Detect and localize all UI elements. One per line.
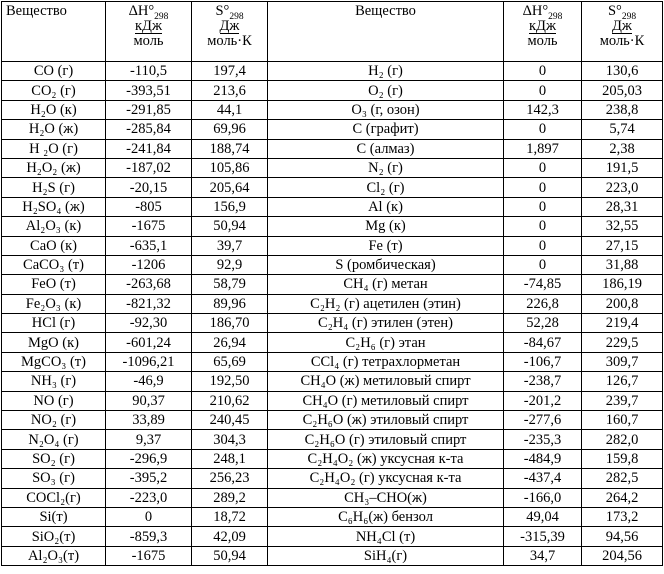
enthalpy-left-cell: -296,9 [106,449,192,468]
enthalpy-subscript: 298 [154,11,169,22]
substance-left-cell: CO (г) [2,62,106,81]
entropy-left-cell: 205,64 [192,178,268,197]
substance-left-cell: H₂O (ж) [2,120,106,139]
header-substance-left: Вещество [2,2,106,62]
enthalpy-left-cell: -1675 [106,546,192,565]
substance-left-cell: MgCO₃ (т) [2,352,106,371]
header-entropy-right [582,2,663,62]
header-enthalpy-right [504,2,582,62]
table-row [2,197,663,216]
table-row [2,449,663,468]
substance-left-cell: H₂S (г) [2,178,106,197]
entropy-right-cell: 159,8 [582,449,663,468]
substance-right-cell: CCl₄ (г) тетрахлорметан [268,352,504,371]
table-row [2,488,663,507]
entropy-right-cell: 229,5 [582,333,663,352]
entropy-left-cell: 58,79 [192,275,268,294]
entropy-right-cell: 191,5 [582,158,663,177]
enthalpy-subscript: 298 [548,11,563,22]
substance-right-cell: C₂H₄O₂ (г) уксусная к-та [268,469,504,488]
entropy-right-cell: 32,55 [582,217,663,236]
entropy-left-cell: 50,94 [192,546,268,565]
substance-left-cell: COCl₂(г) [2,488,106,507]
entropy-right-cell: 223,0 [582,178,663,197]
entropy-left-cell: 188,74 [192,139,268,158]
table-row [2,81,663,100]
substance-right-cell: H₂ (г) [268,62,504,81]
entropy-right-cell: 31,88 [582,255,663,274]
enthalpy-right-cell: 0 [504,178,582,197]
enthalpy-left-cell: -291,85 [106,100,192,119]
header-substance-right: Вещество [268,2,504,62]
enthalpy-right-cell: 0 [504,81,582,100]
enthalpy-right-cell: 0 [504,255,582,274]
enthalpy-right-cell: -315,39 [504,527,582,546]
entropy-left-cell: 39,7 [192,236,268,255]
substance-right-cell: C₂H₄O₂ (ж) уксусная к-та [268,449,504,468]
entropy-left-cell: 105,86 [192,158,268,177]
table-body [2,62,663,566]
enthalpy-right-cell: 142,3 [504,100,582,119]
table-row [2,100,663,119]
entropy-left-cell: 248,1 [192,449,268,468]
substance-left-cell: CaO (к) [2,236,106,255]
table-row [2,372,663,391]
entropy-subscript: 298 [621,11,637,22]
enthalpy-right-cell: -106,7 [504,352,582,371]
table-row [2,294,663,313]
substance-left-cell: NO₂ (г) [2,411,106,430]
entropy-right-cell: 239,7 [582,391,663,410]
entropy-left-cell: 240,45 [192,411,268,430]
enthalpy-left-cell: -859,3 [106,527,192,546]
substance-right-cell: C₆H₆(ж) бензол [268,507,504,526]
entropy-left-cell: 44,1 [192,100,268,119]
enthalpy-right-cell: -166,0 [504,488,582,507]
enthalpy-left-cell: -46,9 [106,372,192,391]
entropy-right-cell: 282,5 [582,469,663,488]
enthalpy-unit-numerator: кДж [529,18,556,34]
enthalpy-left-cell: -241,84 [106,139,192,158]
enthalpy-left-cell: -601,24 [106,333,192,352]
enthalpy-right-cell: 226,8 [504,294,582,313]
entropy-right-cell: 282,0 [582,430,663,449]
enthalpy-right-cell: -235,3 [504,430,582,449]
thermodynamic-data-table [1,1,663,566]
enthalpy-symbol: ΔH° [128,3,155,19]
enthalpy-right-cell: 0 [504,120,582,139]
substance-right-cell: C₂H₆O (ж) этиловый спирт [268,411,504,430]
substance-right-cell: C (алмаз) [268,139,504,158]
table-row [2,411,663,430]
enthalpy-left-cell: -1096,21 [106,352,192,371]
substance-left-cell: H ₂O (г) [2,139,106,158]
substance-left-cell: H₂SO₄ (ж) [2,197,106,216]
substance-right-cell: Al (к) [268,197,504,216]
enthalpy-right-cell: -74,85 [504,275,582,294]
entropy-right-cell: 2,38 [582,139,663,158]
table-row [2,62,663,81]
substance-right-cell: Mg (к) [268,217,504,236]
entropy-symbol: S° [607,3,622,19]
entropy-left-cell: 156,9 [192,197,268,216]
table-row [2,120,663,139]
table-row [2,391,663,410]
entropy-left-cell: 213,6 [192,81,268,100]
substance-right-cell: C₂H₆ (г) этан [268,333,504,352]
substance-left-cell: SO₃ (г) [2,469,106,488]
entropy-right-cell: 173,2 [582,507,663,526]
enthalpy-left-cell: -263,68 [106,275,192,294]
table-row [2,352,663,371]
entropy-right-cell: 160,7 [582,411,663,430]
entropy-left-cell: 186,70 [192,314,268,333]
enthalpy-left-cell: -285,84 [106,120,192,139]
enthalpy-right-cell: 0 [504,236,582,255]
entropy-right-cell: 94,56 [582,527,663,546]
entropy-right-cell: 204,56 [582,546,663,565]
substance-right-cell: Fe (т) [268,236,504,255]
substance-left-cell: NO (г) [2,391,106,410]
table-row [2,255,663,274]
enthalpy-right-cell: 0 [504,62,582,81]
substance-left-cell: Si(т) [2,507,106,526]
substance-left-cell: Al₂O₃ (к) [2,217,106,236]
entropy-left-cell: 65,69 [192,352,268,371]
enthalpy-left-cell: -1206 [106,255,192,274]
enthalpy-right-cell: -84,67 [504,333,582,352]
substance-right-cell: CH₃–CHO(ж) [268,488,504,507]
entropy-symbol: S° [215,3,230,19]
entropy-right-cell: 5,74 [582,120,663,139]
entropy-left-cell: 92,9 [192,255,268,274]
substance-left-cell: H₂O₂ (ж) [2,158,106,177]
substance-right-cell: N₂ (г) [268,158,504,177]
enthalpy-right-cell: -277,6 [504,411,582,430]
table-row [2,314,663,333]
substance-left-cell: FeO (т) [2,275,106,294]
table-row [2,430,663,449]
substance-right-cell: C₂H₆O (г) этиловый спирт [268,430,504,449]
table-row [2,236,663,255]
substance-right-cell: C₂H₄ (г) этилен (этен) [268,314,504,333]
entropy-left-cell: 69,96 [192,120,268,139]
header-row [2,2,663,62]
header-enthalpy-left [106,2,192,62]
entropy-left-cell: 42,09 [192,527,268,546]
substance-left-cell: CaCO₃ (т) [2,255,106,274]
entropy-right-cell: 264,2 [582,488,663,507]
entropy-unit-denominator: моль·К [207,33,252,49]
enthalpy-left-cell: -92,30 [106,314,192,333]
enthalpy-right-cell: 49,04 [504,507,582,526]
entropy-subscript: 298 [229,11,244,22]
table-row [2,178,663,197]
entropy-left-cell: 18,72 [192,507,268,526]
entropy-left-cell: 192,50 [192,372,268,391]
enthalpy-right-cell: -484,9 [504,449,582,468]
enthalpy-left-cell: -395,2 [106,469,192,488]
table-row [2,507,663,526]
entropy-unit-numerator: Дж [612,18,632,34]
enthalpy-left-cell: 9,37 [106,430,192,449]
enthalpy-right-cell: -238,7 [504,372,582,391]
substance-right-cell: CH₄O (ж) метиловый спирт [268,372,504,391]
enthalpy-left-cell: 90,37 [106,391,192,410]
enthalpy-left-cell: -635,1 [106,236,192,255]
enthalpy-right-cell: 52,28 [504,314,582,333]
entropy-right-cell: 28,31 [582,197,663,216]
entropy-left-cell: 210,62 [192,391,268,410]
enthalpy-left-cell: 0 [106,507,192,526]
enthalpy-right-cell: 34,7 [504,546,582,565]
entropy-right-cell: 130,6 [582,62,663,81]
substance-left-cell: NH₃ (г) [2,372,106,391]
enthalpy-left-cell: -20,15 [106,178,192,197]
entropy-unit-numerator: Дж [219,18,240,34]
enthalpy-unit-numerator: кДж [135,18,162,34]
entropy-left-cell: 289,2 [192,488,268,507]
substance-left-cell: H₂O (к) [2,100,106,119]
enthalpy-symbol: ΔH° [522,3,549,19]
table-row [2,217,663,236]
thermo-table-wrapper [1,1,663,566]
enthalpy-right-cell: 1,897 [504,139,582,158]
substance-left-cell: Fe₂O₃ (к) [2,294,106,313]
substance-right-cell: C₂H₂ (г) ацетилен (этин) [268,294,504,313]
enthalpy-unit-denominator: моль [527,33,558,49]
substance-right-cell: CH₄ (г) метан [268,275,504,294]
substance-right-cell: Cl₂ (г) [268,178,504,197]
table-row [2,158,663,177]
entropy-right-cell: 27,15 [582,236,663,255]
table-row [2,527,663,546]
substance-left-cell: SiO₂(т) [2,527,106,546]
enthalpy-right-cell: -201,2 [504,391,582,410]
enthalpy-right-cell: 0 [504,217,582,236]
header-entropy-left [192,2,268,62]
enthalpy-left-cell: -110,5 [106,62,192,81]
substance-left-cell: MgO (к) [2,333,106,352]
entropy-right-cell: 126,7 [582,372,663,391]
table-row [2,469,663,488]
enthalpy-left-cell: -223,0 [106,488,192,507]
entropy-left-cell: 89,96 [192,294,268,313]
entropy-right-cell: 205,03 [582,81,663,100]
entropy-left-cell: 304,3 [192,430,268,449]
enthalpy-right-cell: 0 [504,197,582,216]
enthalpy-left-cell: -805 [106,197,192,216]
enthalpy-right-cell: 0 [504,158,582,177]
entropy-right-cell: 200,8 [582,294,663,313]
entropy-right-cell: 238,8 [582,100,663,119]
entropy-left-cell: 26,94 [192,333,268,352]
table-row [2,546,663,565]
table-row [2,139,663,158]
entropy-left-cell: 197,4 [192,62,268,81]
enthalpy-left-cell: 33,89 [106,411,192,430]
substance-left-cell: N₂O₄ (г) [2,430,106,449]
substance-right-cell: S (ромбическая) [268,255,504,274]
table-row [2,275,663,294]
substance-right-cell: C (графит) [268,120,504,139]
substance-right-cell: O₂ (г) [268,81,504,100]
entropy-right-cell: 309,7 [582,352,663,371]
enthalpy-left-cell: -821,32 [106,294,192,313]
enthalpy-left-cell: -187,02 [106,158,192,177]
enthalpy-left-cell: -393,51 [106,81,192,100]
entropy-right-cell: 219,4 [582,314,663,333]
substance-left-cell: SO₂ (г) [2,449,106,468]
enthalpy-unit-denominator: моль [133,33,164,49]
substance-left-cell: Al₂O₃(т) [2,546,106,565]
entropy-right-cell: 186,19 [582,275,663,294]
enthalpy-left-cell: -1675 [106,217,192,236]
entropy-left-cell: 50,94 [192,217,268,236]
substance-right-cell: O₃ (г, озон) [268,100,504,119]
table-row [2,333,663,352]
substance-right-cell: CH₄O (г) метиловый спирт [268,391,504,410]
entropy-left-cell: 256,23 [192,469,268,488]
substance-left-cell: CO₂ (г) [2,81,106,100]
entropy-unit-denominator: моль·К [599,33,645,49]
substance-left-cell: HCl (г) [2,314,106,333]
enthalpy-right-cell: -437,4 [504,469,582,488]
substance-right-cell: SiH₄(г) [268,546,504,565]
substance-right-cell: NH₄Cl (т) [268,527,504,546]
